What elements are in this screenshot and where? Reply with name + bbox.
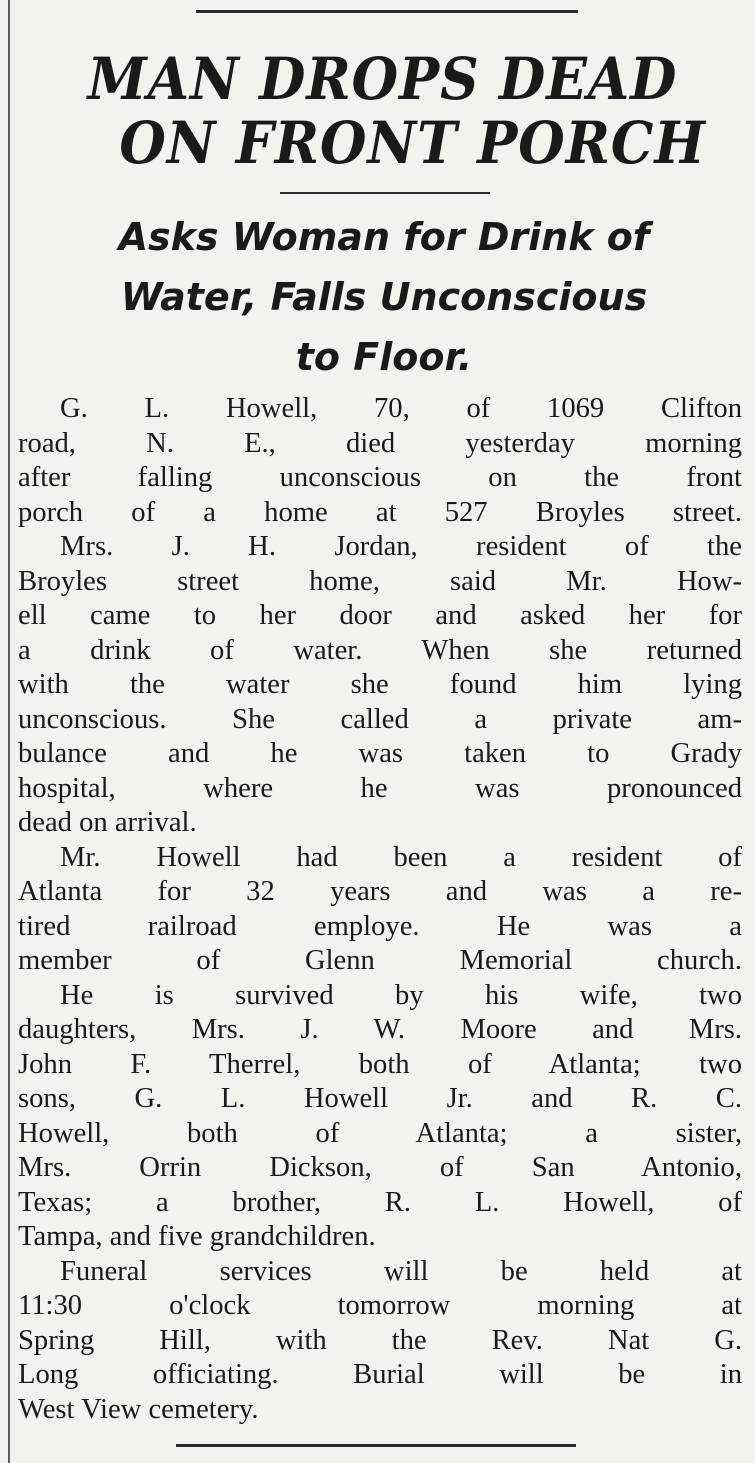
article-line: Mrs. Orrin Dickson, of San Antonio, bbox=[18, 1152, 742, 1183]
article-line: Mrs. J. H. Jordan, resident of the bbox=[60, 531, 742, 562]
article-line: sons, G. L. Howell Jr. and R. C. bbox=[18, 1083, 742, 1114]
subheadline-line-3: to Floor. bbox=[295, 335, 473, 379]
article-line: dead on arrival. bbox=[18, 807, 197, 838]
article-line: Long officiating. Burial will be in bbox=[18, 1359, 742, 1390]
article-line: Tampa, and five grandchildren. bbox=[18, 1221, 376, 1252]
article-line: bulance and he was taken to Grady bbox=[18, 738, 742, 769]
article-line: unconscious. She called a private am- bbox=[18, 703, 742, 735]
article-line: Broyles street home, said Mr. How- bbox=[18, 565, 742, 597]
article-line: road, N. E., died yesterday morning bbox=[18, 427, 742, 459]
headline-line-2: ON FRONT PORCH bbox=[119, 109, 706, 177]
subheadline-line-1: Asks Woman for Drink of bbox=[118, 215, 650, 259]
article-line: Mr. Howell had been a resident of bbox=[60, 841, 742, 873]
article-line: Atlanta for 32 years and was a re- bbox=[18, 876, 742, 907]
article-line: with the water she found him lying bbox=[18, 669, 742, 700]
article-line: after falling unconscious on the front bbox=[18, 462, 742, 493]
headline-divider bbox=[280, 192, 490, 194]
article-line: G. L. Howell, 70, of 1069 Clifton bbox=[60, 393, 742, 424]
headline-line-1: MAN DROPS DEAD bbox=[87, 45, 678, 113]
article-line: West View cemetery. bbox=[18, 1393, 259, 1425]
top-rule bbox=[196, 10, 578, 13]
article-line: ell came to her door and asked her for bbox=[18, 600, 742, 631]
article-line: Texas; a brother, R. L. Howell, of bbox=[18, 1186, 742, 1218]
article-body bbox=[18, 392, 742, 1427]
bottom-rule bbox=[176, 1444, 576, 1447]
article-line: 11:30 o'clock tomorrow morning at bbox=[18, 1290, 742, 1321]
article-line: tired railroad employe. He was a bbox=[18, 910, 742, 942]
article-line: Funeral services will be held at bbox=[60, 1255, 742, 1287]
article-line: member of Glenn Memorial church. bbox=[18, 945, 742, 976]
column-edge bbox=[8, 0, 10, 1463]
article-line: porch of a home at 527 Broyles street. bbox=[18, 496, 742, 528]
subheadline-line-2: Water, Falls Unconscious bbox=[120, 275, 648, 319]
article-line: a drink of water. When she returned bbox=[18, 634, 742, 666]
article-line: Spring Hill, with the Rev. Nat G. bbox=[18, 1324, 742, 1356]
article-line: John F. Therrel, both of Atlanta; two bbox=[18, 1048, 742, 1080]
article-line: daughters, Mrs. J. W. Moore and Mrs. bbox=[18, 1014, 742, 1045]
article-line: Howell, both of Atlanta; a sister, bbox=[18, 1117, 742, 1149]
article-line: hospital, where he was pronounced bbox=[18, 772, 742, 804]
article-line: He is survived by his wife, two bbox=[60, 979, 742, 1011]
